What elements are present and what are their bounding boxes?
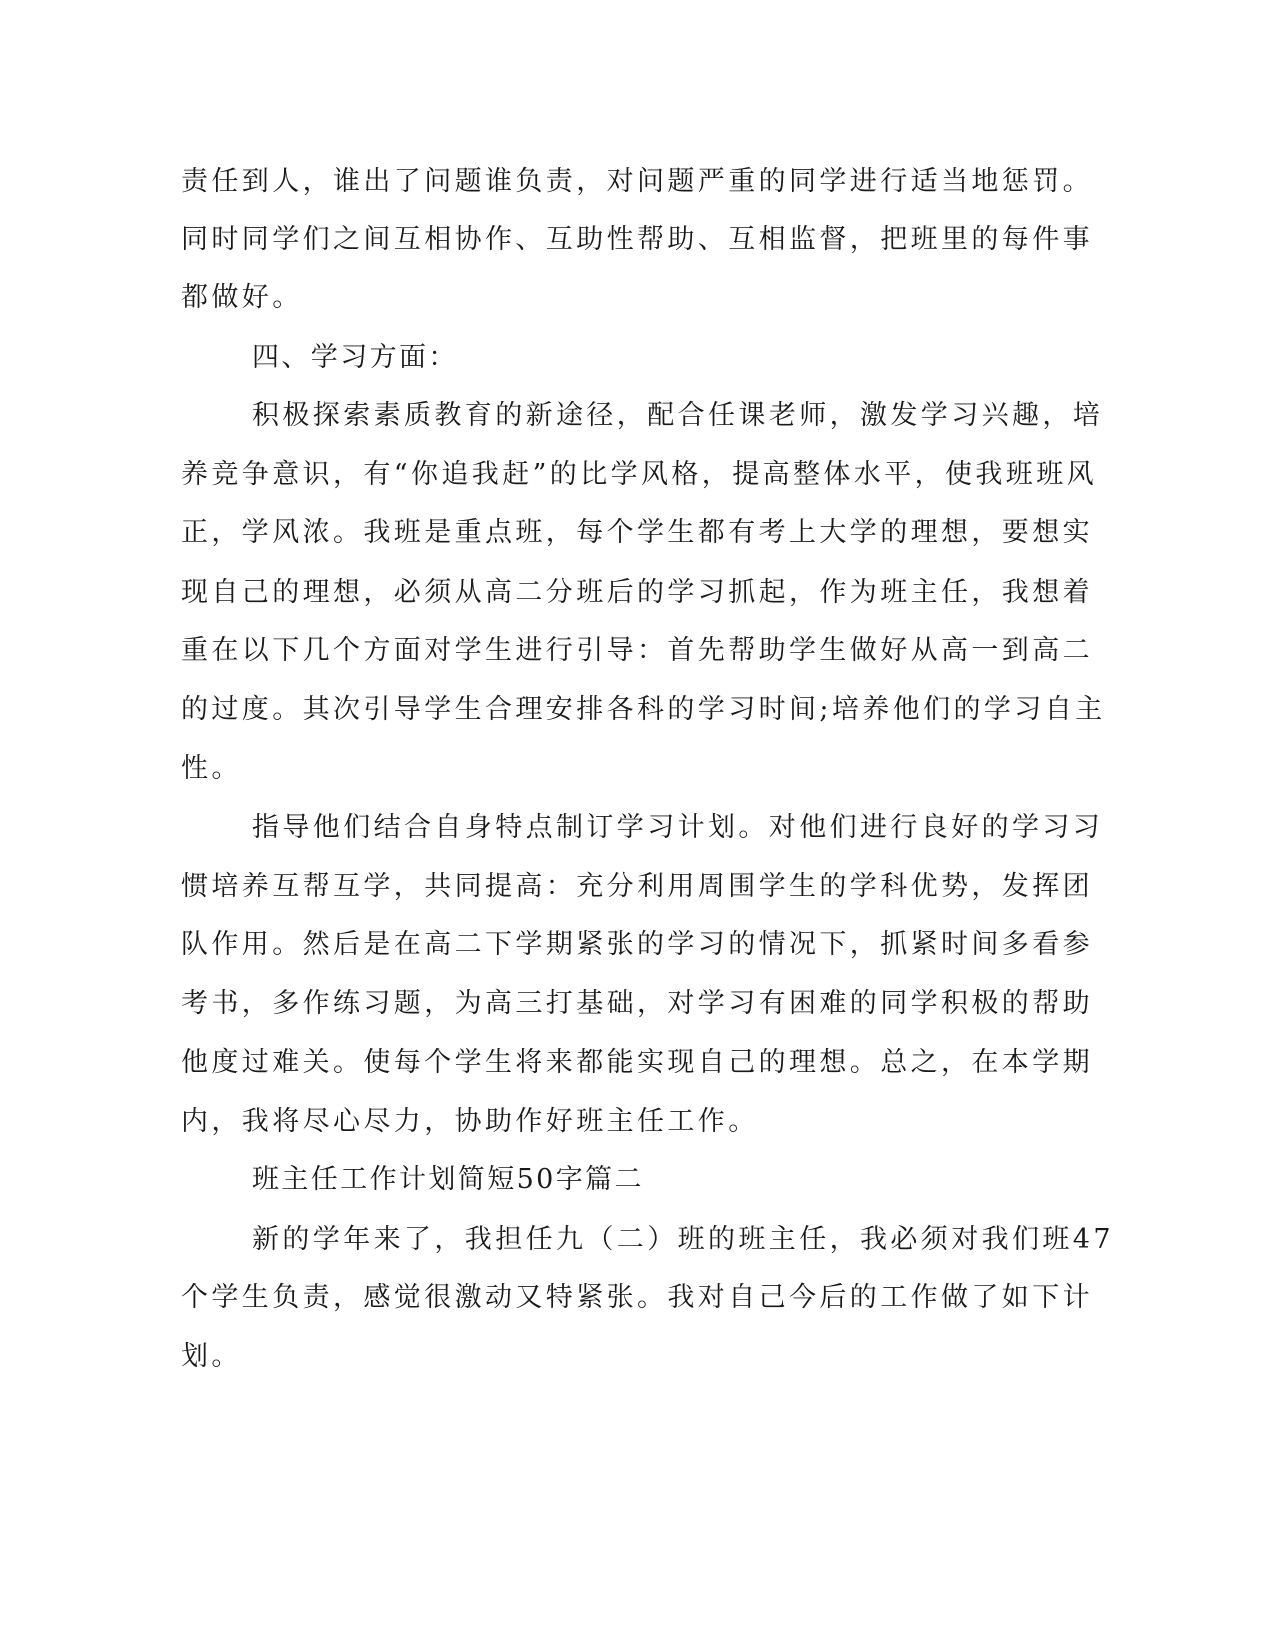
text-line: 队作用。然后是在高二下学期紧张的学习的情况下，抓紧时间多看参 [181,929,1093,960]
text-line: 同时同学们之间互相协作、互助性帮助、互相监督，把班里的每件事 [181,224,1093,255]
text-line: 重在以下几个方面对学生进行引导：首先帮助学生做好从高一到高二 [181,635,1093,666]
section-heading: 班主任工作计划简短50字篇二 [252,1164,644,1195]
text-line: 指导他们结合自身特点制订学习计划。对他们进行良好的学习习 [252,812,1104,843]
text-line: 责任到人，谁出了问题谁负责，对问题严重的同学进行适当地惩罚。 [181,166,1093,197]
text-line: 现自己的理想，必须从高二分班后的学习抓起，作为班主任，我想着 [181,577,1093,608]
text-line: 内，我将尽心尽力，协助作好班主任工作。 [181,1106,759,1137]
text-line: 养竞争意识，有“你追我赶”的比学风格，提高整体水平，使我班班风 [181,459,1098,490]
text-line: 惯培养互帮互学，共同提高：充分利用周围学生的学科优势，发挥团 [181,871,1093,902]
text-line: 划。 [181,1341,242,1372]
text-line: 个学生负责，感觉很激动又特紧张。我对自己今后的工作做了如下计 [181,1282,1093,1313]
section-heading: 四、学习方面： [252,342,458,373]
text-line: 积极探索素质教育的新途径，配合任课老师，激发学习兴趣，培 [252,400,1104,431]
text-line: 考书，多作练习题，为高三打基础，对学习有困难的同学积极的帮助 [181,988,1093,1019]
text-line: 都做好。 [181,282,303,313]
text-line: 新的学年来了，我担任九（二）班的班主任，我必须对我们班47 [252,1224,1114,1255]
text-line: 正，学风浓。我班是重点班，每个学生都有考上大学的理想，要想实 [181,517,1093,548]
text-line: 性。 [181,753,242,784]
text-line: 的过度。其次引导学生合理安排各科的学习时间;培养他们的学习自主 [181,694,1106,725]
text-line: 他度过难关。使每个学生将来都能实现自己的理想。总之，在本学期 [181,1047,1093,1078]
